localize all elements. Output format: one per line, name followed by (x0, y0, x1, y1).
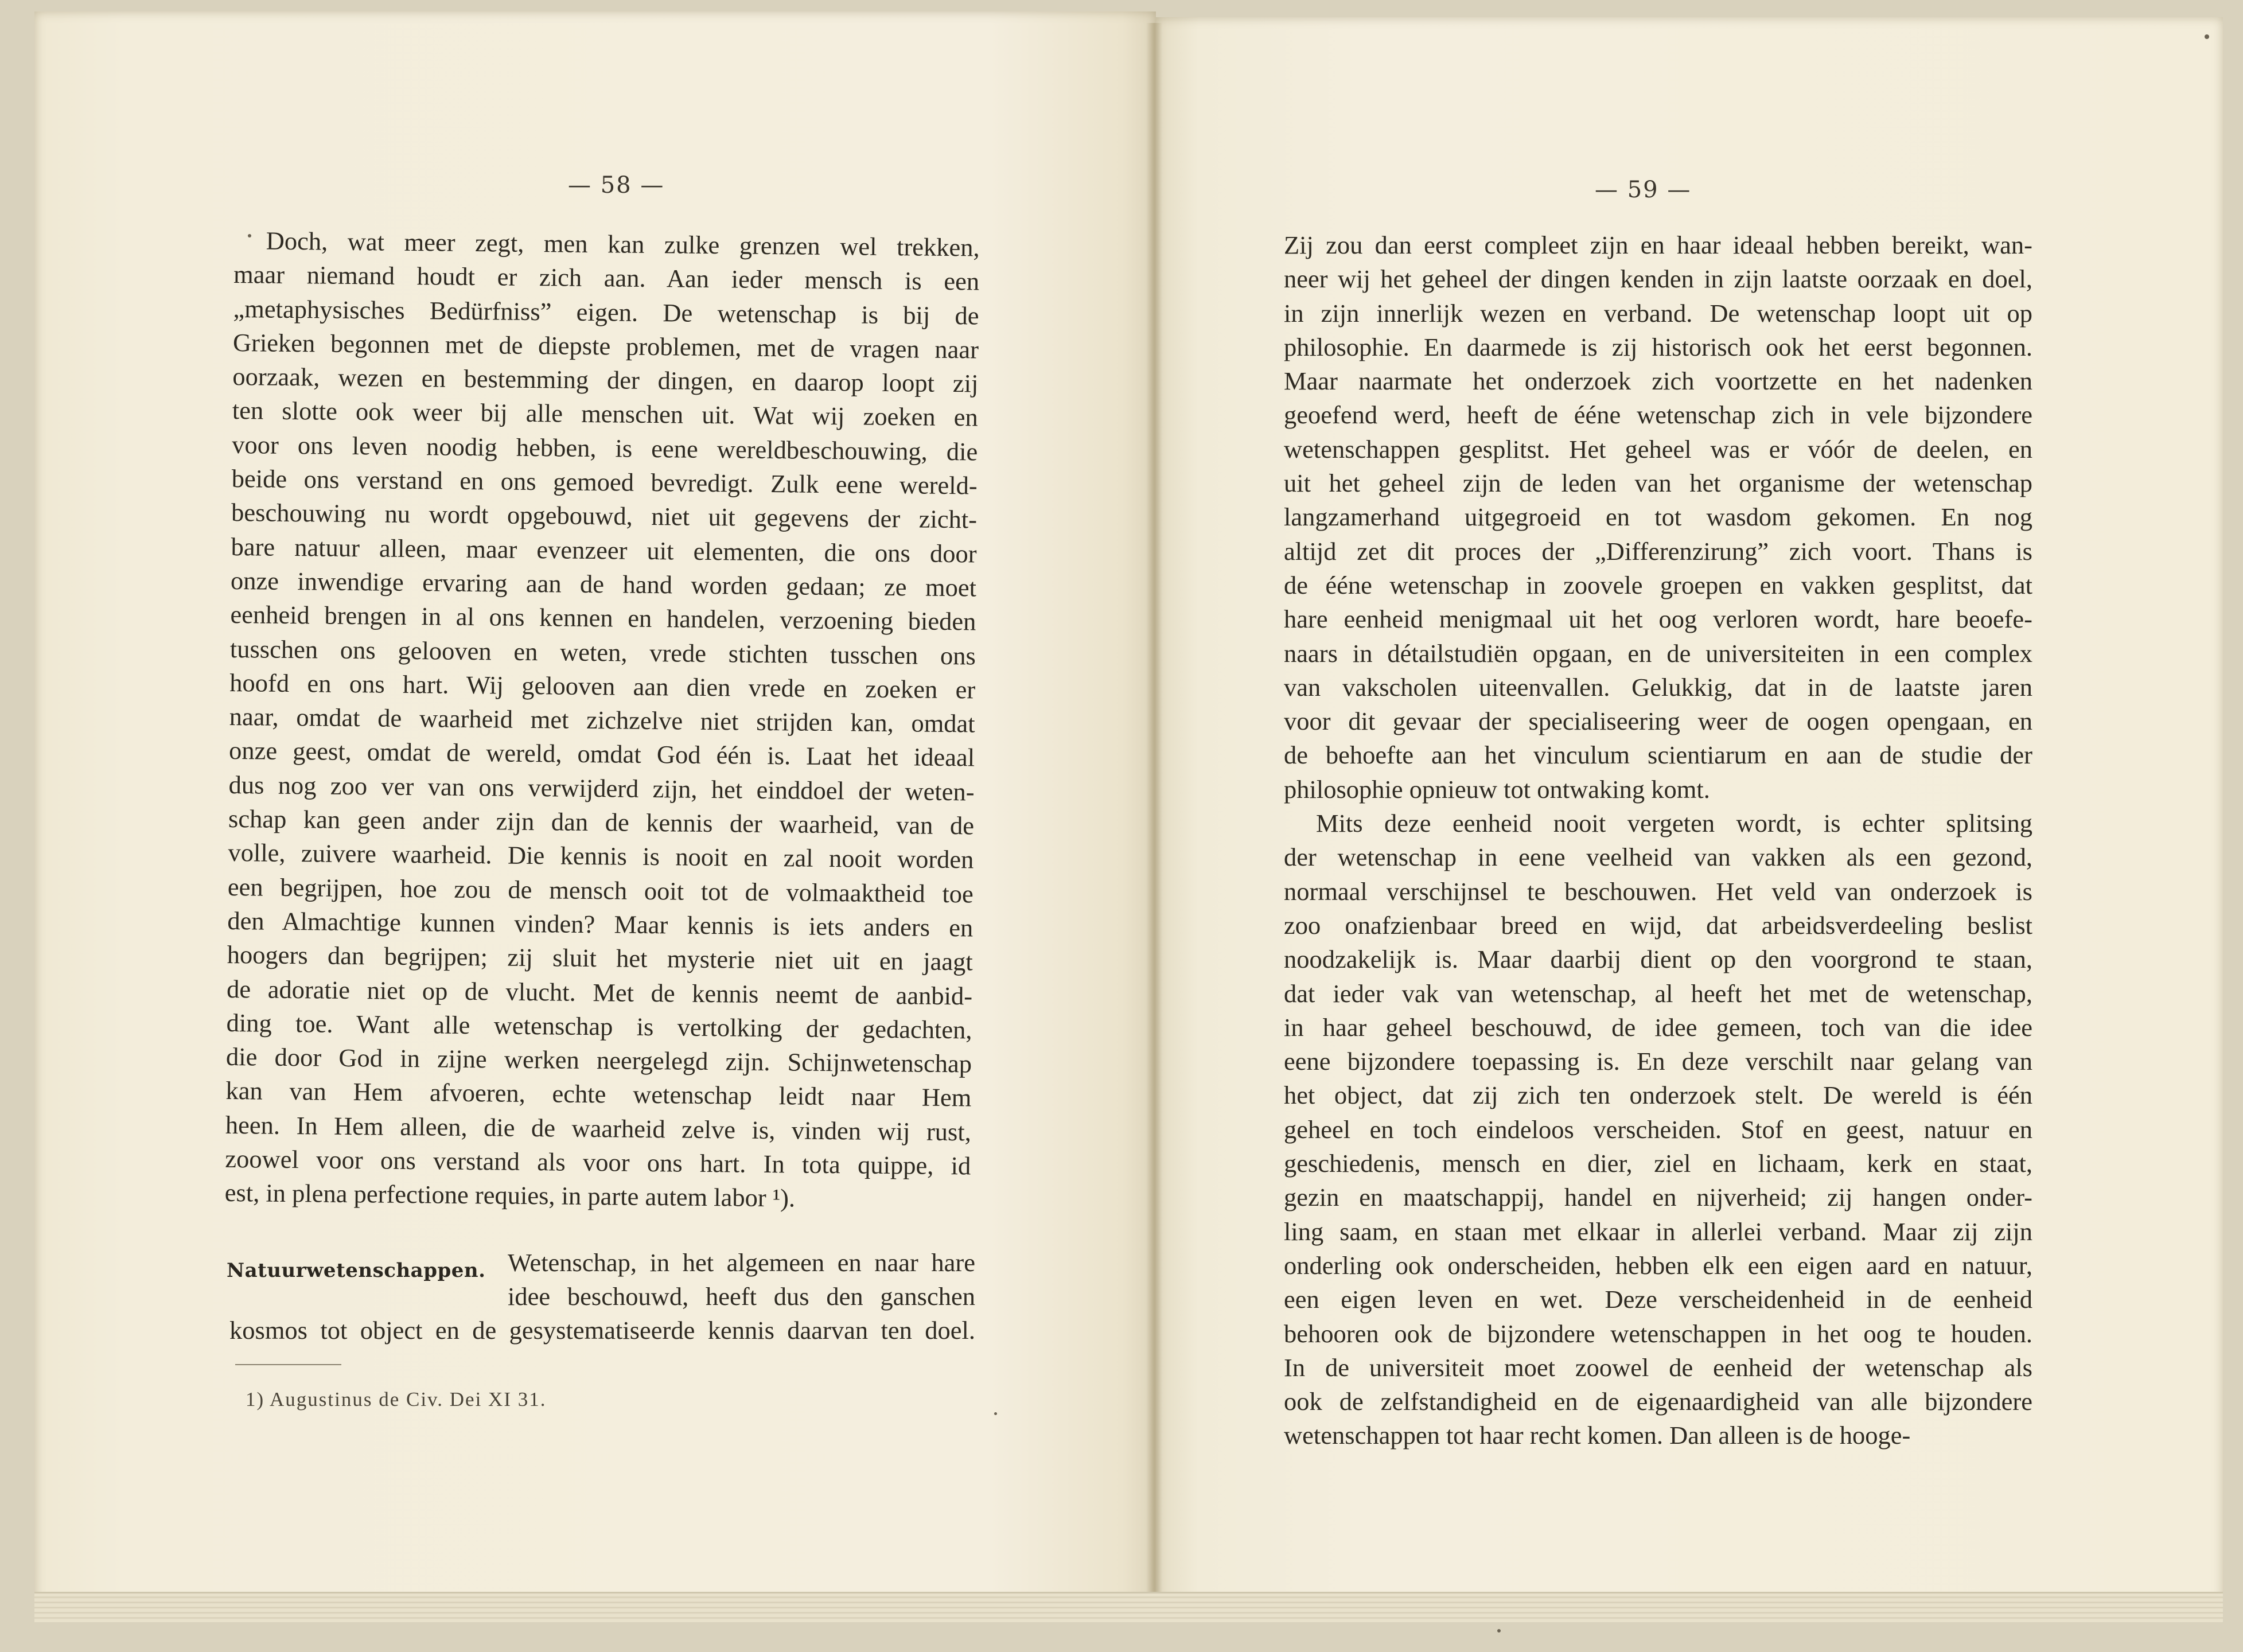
page-edges (34, 1592, 2223, 1622)
text-line: normaal verschijnsel te beschouwen. Het veld van onderzoek is (1284, 876, 2032, 906)
text-line: eene bijzondere toepassing is. En deze verschilt naar gelang van (1284, 1047, 2032, 1076)
footnote-rule (235, 1364, 341, 1365)
text-line: onderling ook onderscheiden, hebben elk een eigen aard en natuur, (1284, 1250, 2032, 1280)
text-line: geheel en toch eindeloos verscheiden. Stof en geest, natuur en (1284, 1115, 2032, 1144)
text-line: van vakscholen uiteenvallen. Gelukkig, dat in de laatste jaren (1284, 672, 2032, 702)
text-line: beschouwing nu wordt opgebouwd, niet uit gegevens der zicht- (231, 498, 978, 534)
text-line: langzamerhand uitgegroeid en tot wasdom gekomen. En nog (1284, 502, 2032, 532)
text-line: „metaphysisches Bedürfniss” eigen. De wetenschap is bij de (233, 294, 979, 330)
scan-speck (2205, 34, 2209, 39)
text-line: ook de zelfstandigheid en de eigenaardigheid van alle bijzondere (1284, 1387, 2032, 1416)
text-line: wetenschappen tot haar recht komen. Dan alleen is de hooge- (1284, 1421, 1911, 1450)
text-line: est, in plena perfectione requies, in parte autem labor ¹). (224, 1178, 796, 1213)
left-body-text (224, 224, 979, 1217)
text-line: oorzaak, wezen en bestemming der dingen, en daarop loopt zij (232, 362, 979, 398)
text-line: uit het geheel zijn de leden van het organisme der wetenschap (1284, 469, 2032, 498)
text-line: dat ieder vak van wetenschap, al heeft het met de wetenschap, (1284, 979, 2032, 1008)
text-line: Doch, wat meer zegt, men kan zulke grenzen wel trekken, (266, 226, 980, 262)
text-line: ding toe. Want alle wetenschap is vertolking der gedachten, (226, 1008, 972, 1045)
text-line: beide ons verstand en ons gemoed bevredigt. Zulk eene wereld- (231, 464, 978, 500)
scan-speck (248, 234, 251, 237)
text-line: altijd zet dit proces der „Differenzirung” zich voort. Thans is (1284, 536, 2032, 566)
right-body-text (1284, 228, 2032, 1453)
text-line: philosophie. En daarmede is zij historisch ook het eerst begonnen. (1284, 332, 2032, 361)
text-line: voor dit gevaar der specialiseering weer de oogen opengaan, en (1284, 707, 2032, 736)
text-line: noodzakelijk is. Maar daarbij dient op den voorgrond te staan, (1284, 945, 2032, 974)
text-line: heen. In Hem alleen, die de waarheid zelve is, vinden wij rust, (225, 1110, 972, 1147)
footnote: 1) Augustinus de Civ. Dei XI 31. (246, 1388, 547, 1411)
text-line: dus nog zoo ver van ons verwijderd zijn, het einddoel der weten- (228, 770, 975, 806)
text-line: onze inwendige ervaring aan de hand worden gedaan; ze moet (230, 566, 977, 602)
text-line: kosmos tot object en de gesystematiseerde kennis daarvan ten doel. (229, 1316, 975, 1345)
text-line: geschiedenis, mensch en dier, ziel en lichaam, kerk en staat, (1284, 1149, 2032, 1178)
text-line: de behoefte aan het vinculum scientiarum en aan de studie der (1284, 741, 2032, 770)
text-line: ling saam, en staan met elkaar in allerlei verband. Maar zij zijn (1284, 1217, 2032, 1246)
text-line: Grieken begonnen met de diepste problemen, met de vragen naar (232, 328, 979, 364)
text-line: die door God in zijne werken neergelegd zijn. Schijnwetenschap (225, 1042, 972, 1078)
text-line: ten slotte ook weer bij alle menschen uit. Wat wij zoeken en (232, 396, 979, 432)
section-text (508, 1246, 975, 1314)
section-text-continued (229, 1314, 975, 1347)
text-line: een eigen leven en wet. Deze verscheidenheid in de eenheid (1284, 1285, 2032, 1314)
scan-speck (994, 1412, 997, 1415)
text-line: geoefend werd, heeft de ééne wetenschap zich in vele bijzondere (1284, 400, 2032, 430)
text-line: zoowel voor ons verstand als voor ons hart. In tota quippe, id (225, 1144, 971, 1180)
right-page-number: — 59 — (1595, 177, 1692, 203)
text-line: voor ons leven noodig hebben, is eene wereldbeschouwing, die (232, 430, 978, 466)
text-line: bare natuur alleen, maar evenzeer uit elementen, die ons door (231, 532, 977, 568)
text-line: onze geest, omdat de wereld, omdat God één is. Laat het ideaal (228, 736, 975, 772)
text-line: Zij zou dan eerst compleet zijn en haar ideaal hebben bereikt, wan- (1284, 231, 2032, 259)
scan-speck (1497, 1629, 1501, 1632)
text-line: Maar naarmate het onderzoek zich voortzette en het nadenken (1284, 367, 2032, 396)
text-line: der wetenschap in eene veelheid van vakken als een gezond, (1284, 843, 2032, 872)
text-line: In de universiteit moet zoowel de eenheid der wetenschap als (1284, 1353, 2032, 1382)
book-gutter (1146, 23, 1162, 1618)
text-line: idee beschouwd, heeft dus den ganschen (508, 1282, 975, 1311)
text-line: tusschen ons gelooven en weten, vrede stichten tusschen ons (229, 634, 976, 671)
text-line: volle, zuivere waarheid. Die kennis is nooit en zal nooit worden (228, 838, 974, 874)
text-line: naar, omdat de waarheid met zichzelve niet strijden kan, omdat (229, 702, 975, 738)
left-page-number: — 58 — (568, 172, 665, 198)
section-heading: Natuurwetenschappen. (227, 1259, 486, 1282)
text-line: neer wij het geheel der dingen kenden in zijn laatste oorzaak en doel, (1284, 264, 2032, 294)
text-line: de ééne wetenschap in zoovele groepen en vakken gesplitst, dat (1284, 570, 2032, 599)
text-line: behooren ook de bijzondere wetenschappen in het oog te houden. (1284, 1319, 2032, 1348)
text-line: hare eenheid menigmaal uit het oog verloren wordt, hare beoefe- (1284, 605, 2032, 634)
text-line: een begrijpen, hoe zou de mensch ooit tot de volmaaktheid toe (227, 872, 974, 909)
text-line: den Almachtige kunnen vinden? Maar kennis is iets anders en (227, 906, 973, 942)
text-line: het object, dat zij zich ten onderzoek stelt. De wereld is één (1284, 1081, 2032, 1110)
text-line: de adoratie niet op de vlucht. Met de kennis neemt de aanbid- (226, 974, 973, 1010)
text-line: Mits deze eenheid nooit vergeten wordt, is echter splitsing (1316, 809, 2032, 838)
text-line: in haar geheel beschouwd, de idee gemeen, toch van die idee (1284, 1012, 2032, 1042)
text-line: philosophie opnieuw tot ontwaking komt. (1284, 774, 1710, 804)
text-line: eenheid brengen in al ons kennen en handelen, verzoening bieden (230, 600, 976, 636)
text-line: kan van Hem afvoeren, echte wetenschap leidt naar Hem (225, 1076, 972, 1112)
text-line: wetenschappen gesplitst. Het geheel was er vóór de deelen, en (1284, 434, 2032, 463)
text-line: hoofd en ons hart. Wij gelooven aan dien vrede en zoeken er (229, 668, 976, 704)
text-line: maar niemand houdt er zich aan. Aan ieder mensch is een (233, 260, 980, 296)
text-line: schap kan geen ander zijn dan de kennis der waarheid, van de (228, 804, 975, 840)
text-line: hoogers dan begrijpen; zij sluit het mysterie niet uit en jaagt (227, 940, 973, 976)
text-line: gezin en maatschappij, handel en nijverheid; zij hangen onder- (1284, 1183, 2032, 1212)
text-line: zoo onafzienbaar breed en wijd, dat arbeidsverdeeling beslist (1284, 910, 2032, 940)
text-line: Wetenschap, in het algemeen en naar hare (508, 1248, 975, 1277)
text-line: in zijn innerlijk wezen en verband. De wetenschap loopt uit op (1284, 298, 2032, 328)
text-line: naars in détailstudiën opgaan, en de universiteiten in een complex (1284, 638, 2032, 668)
